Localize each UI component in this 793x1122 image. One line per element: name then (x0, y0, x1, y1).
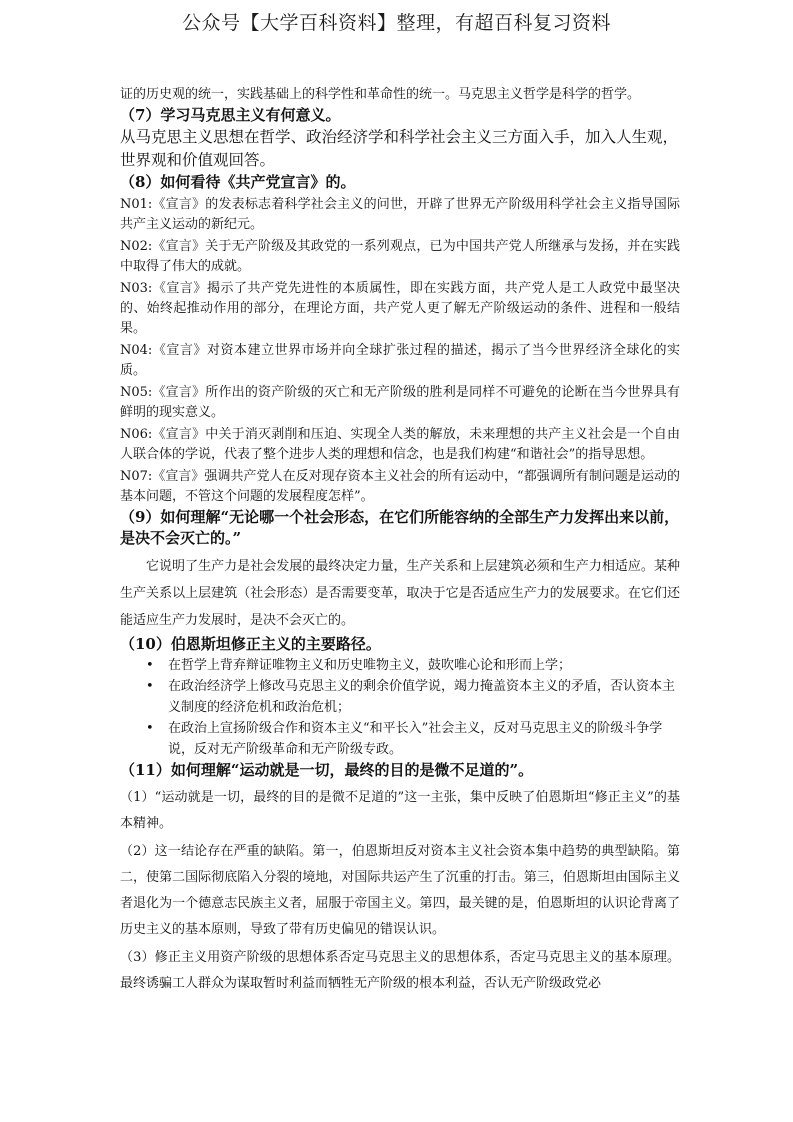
section-8-item: N01:《宣言》的发表标志着科学社会主义的问世，开辟了世界无产阶级用科学社会主义指导国际共产主义运动的新纪元。 (120, 197, 680, 232)
section-9-body: 它说明了生产力是社会发展的最终决定力量，生产关系和上层建筑必须和生产力相适应。某种生产关系以上层建筑（社会形态）是否需要变革，取决于它是否适应生产力的发展要求。在它们还能适应生产力发展时，是决不会灭亡的。 (120, 559, 680, 628)
list-item (146, 718, 680, 760)
list-item (146, 676, 680, 718)
section-9-heading: （9）如何理解“无论哪一个社会形态，在它们所能容纳的全部生产力发挥出来以前，是决不会灭亡的。” (120, 508, 680, 547)
bullet-icon: • (146, 658, 154, 673)
section-11-para: （2）这一结论存在严重的缺陷。第一，伯恩斯坦反对资本主义社会资本集中趋势的典型缺陷。第二，使第二国际彻底陷入分裂的境地，对国际共运产生了沉重的打击。第三，伯恩斯坦由国际主义者退化为一个德意志民族主义者，屈服于帝国主义。第四，最关键的是，伯恩斯坦的认识论背离了历史主义的基本原则，导致了带有历史偏见的错误认识。 (120, 844, 680, 937)
document-body (120, 84, 680, 997)
list-item (146, 655, 680, 676)
section-8-item: N02:《宣言》关于无产阶级及其政党的一系列观点，已为中国共产党人所继承与发扬，并在实践中取得了伟大的成就。 (120, 239, 680, 274)
section-8-item: N05:《宣言》所作出的资产阶级的灭亡和无产阶级的胜利是同样不可避免的论断在当今世界具有鲜明的现实意义。 (120, 385, 680, 420)
section-10-list (120, 655, 680, 760)
section-7-body: 从马克思主义思想在哲学、政治经济学和科学社会主义三方面入手，加入人生观，世界观和价值观回答。 (120, 128, 679, 169)
section-8-item: N04:《宣言》对资本建立世界市场并向全球扩张过程的描述，揭示了当今世界经济全球化的实质。 (120, 343, 680, 378)
bullet-icon: • (146, 721, 154, 736)
intro-line: 证的历史观的统一，实践基础上的科学性和革命性的统一。马克思主义哲学是科学的哲学。 (120, 87, 641, 102)
section-10-heading: （10）伯恩斯坦修正主义的主要路径。 (120, 635, 381, 653)
bullet-icon: • (146, 679, 154, 694)
section-8-item: N03:《宣言》揭示了共产党先进性的本质属性，即在实践方面，共产党人是工人政党中最坚决的、始终起推动作用的部分，在理论方面，共产党人更了解无产阶级运动的条件、进程和一般结果。 (120, 281, 680, 336)
section-8-heading: （8）如何看待《共产党宣言》的。 (120, 173, 356, 191)
section-11-heading: （11）如何理解“运动就是一切，最终的目的是微不足道的”。 (120, 761, 534, 779)
list-item-text: 在政治上宣扬阶级合作和资本主义“和平长入”社会主义，反对马克思主义的阶级斗争学说，反对无产阶级革命和无产阶级专政。 (168, 721, 663, 757)
list-item-text: 在政治经济学上修改马克思主义的剩余价值学说，竭力掩盖资本主义的矛盾，否认资本主义制度的经济危机和政治危机； (168, 679, 676, 715)
section-8-item: N07:《宣言》强调共产党人在反对现存资本主义社会的所有运动中，“都强调所有制问题是运动的基本问题，不管这个问题的发展程度怎样”。 (120, 469, 680, 504)
list-item-text: 在哲学上背弃辩证唯物主义和历史唯物主义，鼓吹唯心论和形而上学； (168, 658, 572, 673)
section-11-para: （3）修正主义用资产阶级的思想体系否定马克思主义的思想体系，否定马克思主义的基本原理。最终诱骗工人群众为谋取暂时利益而牺牲无产阶级的根本利益，否认无产阶级政党必 (120, 950, 680, 991)
section-8-item: N06:《宣言》中关于消灭剥削和压迫、实现全人类的解放，未来理想的共产主义社会是一个自由人联合体的学说，代表了整个进步人类的理想和信念，也是我们构建“和谐社会”的指导思想。 (120, 427, 680, 462)
section-7-heading: （7）学习马克思主义有何意义。 (120, 106, 341, 124)
section-11-para: （1）“运动就是一切，最终的目的是微不足道的”这一主张，集中反映了伯恩斯坦“修正主义”的基本精神。 (120, 790, 680, 831)
page-header: 公众号【大学百科资料】整理，有超百科复习资料 (181, 12, 611, 34)
